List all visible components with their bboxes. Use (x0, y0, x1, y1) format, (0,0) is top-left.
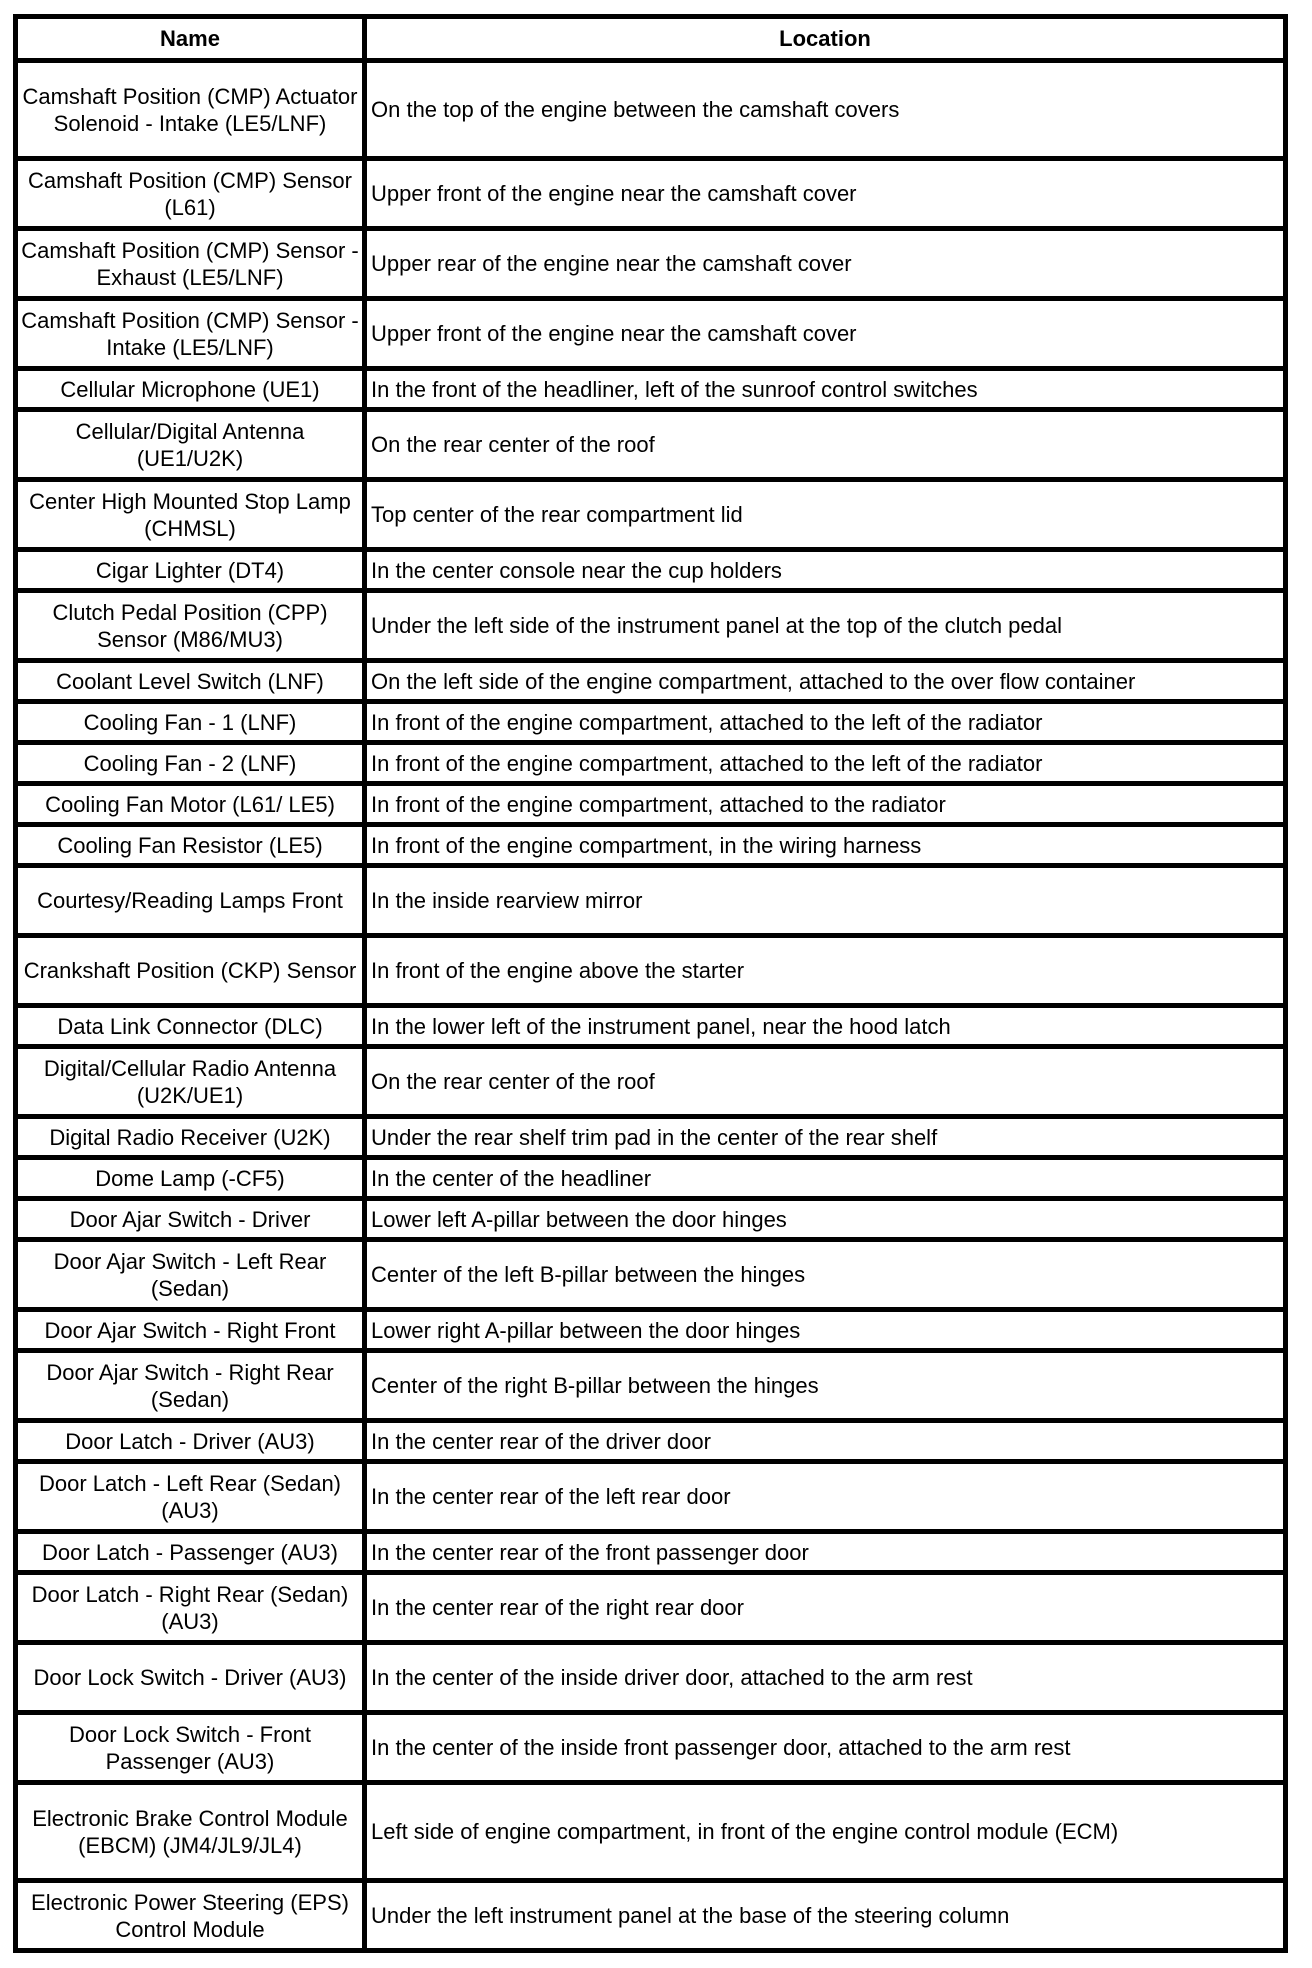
cell-location: Upper front of the engine near the camshaft cover (365, 299, 1286, 369)
cell-name: Dome Lamp (-CF5) (16, 1158, 365, 1199)
cell-location: Lower right A-pillar between the door hinges (365, 1310, 1286, 1351)
table-row (16, 1713, 1286, 1783)
table-row (16, 61, 1286, 159)
table-row (16, 1199, 1286, 1240)
table-row (16, 1310, 1286, 1351)
cell-location: Lower left A-pillar between the door hinges (365, 1199, 1286, 1240)
cell-name: Door Latch - Right Rear (Sedan) (AU3) (16, 1573, 365, 1643)
cell-location: Under the rear shelf trim pad in the center of the rear shelf (365, 1117, 1286, 1158)
column-header-name: Name (16, 17, 365, 61)
table-row (16, 743, 1286, 784)
cell-name: Door Lock Switch - Front Passenger (AU3) (16, 1713, 365, 1783)
cell-name: Cellular Microphone (UE1) (16, 369, 365, 410)
table-row (16, 1783, 1286, 1881)
cell-name: Clutch Pedal Position (CPP) Sensor (M86/MU3) (16, 591, 365, 661)
component-location-table (13, 14, 1288, 1953)
cell-name: Door Ajar Switch - Right Rear (Sedan) (16, 1351, 365, 1421)
cell-location: In the center of the inside driver door, attached to the arm rest (365, 1643, 1286, 1713)
cell-name: Camshaft Position (CMP) Actuator Solenoid - Intake (LE5/LNF) (16, 61, 365, 159)
table-row (16, 1240, 1286, 1310)
cell-location: On the left side of the engine compartment, attached to the over flow container (365, 661, 1286, 702)
cell-name: Cigar Lighter (DT4) (16, 550, 365, 591)
cell-name: Camshaft Position (CMP) Sensor (L61) (16, 159, 365, 229)
cell-location: On the top of the engine between the camshaft covers (365, 61, 1286, 159)
table-row (16, 1421, 1286, 1462)
cell-location: In the center rear of the left rear door (365, 1462, 1286, 1532)
column-header-location: Location (365, 17, 1286, 61)
table-row (16, 1532, 1286, 1573)
cell-location: Left side of engine compartment, in front of the engine control module (ECM) (365, 1783, 1286, 1881)
cell-location: Center of the left B-pillar between the hinges (365, 1240, 1286, 1310)
table-header-row (16, 17, 1286, 61)
cell-name: Door Ajar Switch - Driver (16, 1199, 365, 1240)
table-body (16, 61, 1286, 1951)
cell-name: Electronic Brake Control Module (EBCM) (JM4/JL9/JL4) (16, 1783, 365, 1881)
cell-name: Cooling Fan - 2 (LNF) (16, 743, 365, 784)
table-row (16, 591, 1286, 661)
table-row (16, 702, 1286, 743)
table-row (16, 1643, 1286, 1713)
cell-name: Digital/Cellular Radio Antenna (U2K/UE1) (16, 1047, 365, 1117)
table-row (16, 1351, 1286, 1421)
cell-name: Door Latch - Driver (AU3) (16, 1421, 365, 1462)
cell-name: Door Latch - Passenger (AU3) (16, 1532, 365, 1573)
table-row (16, 299, 1286, 369)
table-row (16, 784, 1286, 825)
cell-location: Upper rear of the engine near the camshaft cover (365, 229, 1286, 299)
cell-name: Courtesy/Reading Lamps Front (16, 866, 365, 936)
table-row (16, 1006, 1286, 1047)
cell-name: Cellular/Digital Antenna (UE1/U2K) (16, 410, 365, 480)
cell-name: Coolant Level Switch (LNF) (16, 661, 365, 702)
table-row (16, 550, 1286, 591)
cell-name: Crankshaft Position (CKP) Sensor (16, 936, 365, 1006)
cell-name: Door Lock Switch - Driver (AU3) (16, 1643, 365, 1713)
table-row (16, 661, 1286, 702)
cell-name: Door Ajar Switch - Left Rear (Sedan) (16, 1240, 365, 1310)
cell-location: In the front of the headliner, left of the sunroof control switches (365, 369, 1286, 410)
table-row (16, 1047, 1286, 1117)
cell-location: In the inside rearview mirror (365, 866, 1286, 936)
cell-name: Camshaft Position (CMP) Sensor - Exhaust (LE5/LNF) (16, 229, 365, 299)
table-row (16, 1462, 1286, 1532)
cell-location: In front of the engine above the starter (365, 936, 1286, 1006)
table-row (16, 1158, 1286, 1199)
table-row (16, 936, 1286, 1006)
table-row (16, 369, 1286, 410)
cell-location: On the rear center of the roof (365, 1047, 1286, 1117)
table-row (16, 1117, 1286, 1158)
cell-location: In the center rear of the right rear door (365, 1573, 1286, 1643)
table-row (16, 866, 1286, 936)
cell-location: On the rear center of the roof (365, 410, 1286, 480)
cell-location: In front of the engine compartment, in the wiring harness (365, 825, 1286, 866)
table-row (16, 159, 1286, 229)
cell-location: In the center console near the cup holders (365, 550, 1286, 591)
cell-name: Cooling Fan Motor (L61/ LE5) (16, 784, 365, 825)
cell-name: Center High Mounted Stop Lamp (CHMSL) (16, 480, 365, 550)
cell-name: Camshaft Position (CMP) Sensor - Intake (LE5/LNF) (16, 299, 365, 369)
table-row (16, 1573, 1286, 1643)
cell-location: Center of the right B-pillar between the hinges (365, 1351, 1286, 1421)
table-row (16, 480, 1286, 550)
table-row (16, 410, 1286, 480)
cell-location: In the center of the headliner (365, 1158, 1286, 1199)
table-row (16, 1881, 1286, 1951)
table-row (16, 825, 1286, 866)
cell-location: In the center of the inside front passenger door, attached to the arm rest (365, 1713, 1286, 1783)
cell-location: In the center rear of the front passenger door (365, 1532, 1286, 1573)
cell-location: In front of the engine compartment, attached to the radiator (365, 784, 1286, 825)
cell-location: Upper front of the engine near the camshaft cover (365, 159, 1286, 229)
cell-name: Electronic Power Steering (EPS) Control Module (16, 1881, 365, 1951)
cell-name: Door Latch - Left Rear (Sedan) (AU3) (16, 1462, 365, 1532)
cell-location: Under the left side of the instrument panel at the top of the clutch pedal (365, 591, 1286, 661)
cell-name: Data Link Connector (DLC) (16, 1006, 365, 1047)
cell-location: In front of the engine compartment, attached to the left of the radiator (365, 702, 1286, 743)
cell-name: Digital Radio Receiver (U2K) (16, 1117, 365, 1158)
cell-name: Door Ajar Switch - Right Front (16, 1310, 365, 1351)
cell-name: Cooling Fan Resistor (LE5) (16, 825, 365, 866)
table-row (16, 229, 1286, 299)
cell-location: In the lower left of the instrument panel, near the hood latch (365, 1006, 1286, 1047)
cell-location: Top center of the rear compartment lid (365, 480, 1286, 550)
cell-location: In the center rear of the driver door (365, 1421, 1286, 1462)
cell-location: Under the left instrument panel at the base of the steering column (365, 1881, 1286, 1951)
cell-name: Cooling Fan - 1 (LNF) (16, 702, 365, 743)
cell-location: In front of the engine compartment, attached to the left of the radiator (365, 743, 1286, 784)
